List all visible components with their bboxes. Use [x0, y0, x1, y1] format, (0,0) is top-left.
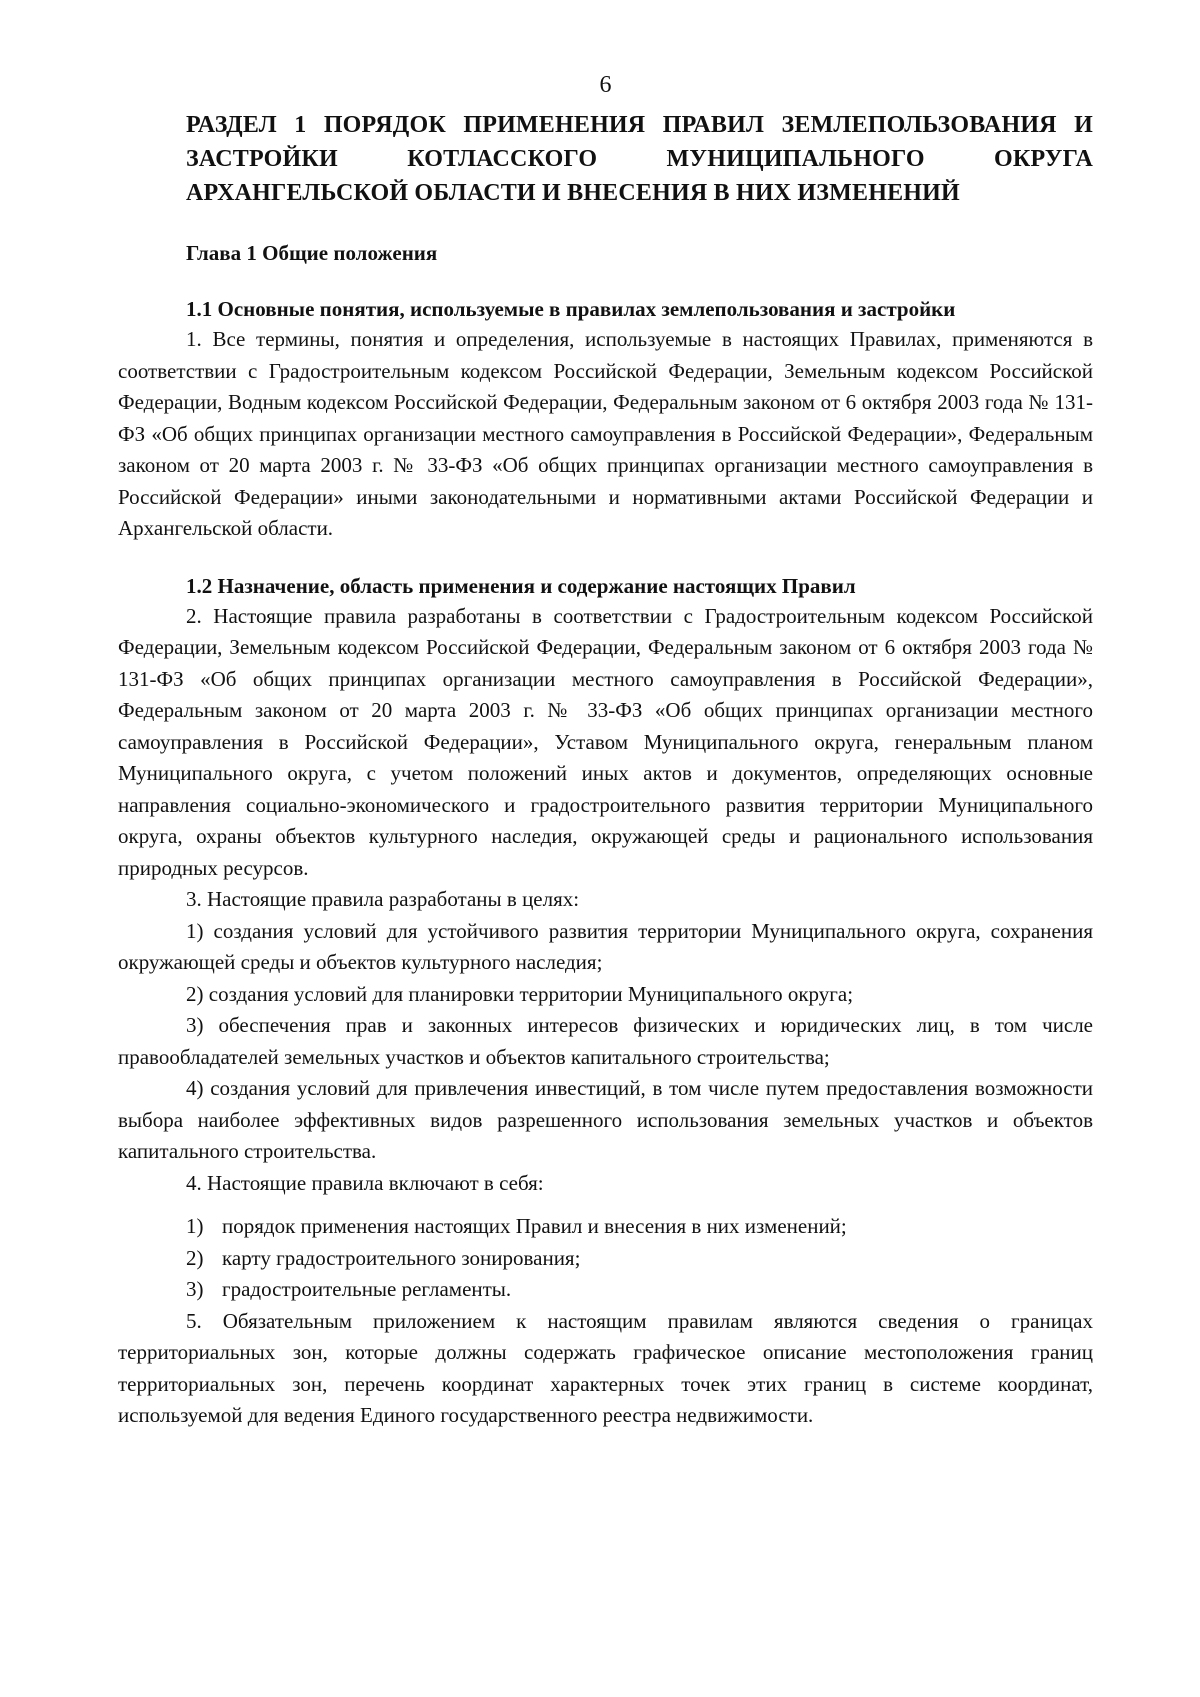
list-item-number: 2)	[186, 1245, 204, 1270]
subsection-1-2-title: 1.2 Назначение, область применения и содержание настоящих Правил	[186, 573, 856, 598]
goal-item-3: 3) обеспечения прав и законных интересов физических и юридических лиц, в том числе правообладателей земельных участков и объектов капитального строительства;	[118, 1013, 1093, 1069]
paragraph-2: 2. Настоящие правила разработаны в соответствии с Градостроительным кодексом Российской Федерации, Земельным кодексом Российской Федерации, Федеральным законом от 6 октября 2003 года № 131-ФЗ «Об общих принципах организации местного самоуправления в Российской Федерации», Федеральным законом от 20 марта 2003 г. № 33-ФЗ «Об общих принципах организации местного самоуправления в Российской Федерации», Уставом Муниципального округа, генеральным планом Муниципального округа, с учетом положений иных актов и документов, определяющих основные направления социально-экономического и градостроительного развития территории Муниципального округа, охраны объектов культурного наследия, окружающей среды и рационального использования природных ресурсов.	[118, 603, 1093, 880]
chapter-title: Глава 1 Общие положения	[186, 241, 438, 265]
subsection-1-1-title: 1.1 Основные понятия, используемые в правилах землепользования и застройки	[186, 297, 956, 321]
document-page	[118, 70, 1093, 1432]
list-item	[118, 1243, 1093, 1275]
list-item-text: карту градостроительного зонирования;	[222, 1245, 581, 1270]
goal-item-2: 2) создания условий для планировки территории Муниципального округа;	[186, 981, 854, 1006]
goal-item-1: 1) создания условий для устойчивого развития территории Муниципального округа, сохранения окружающей среды и объектов культурного наследия;	[118, 918, 1093, 974]
list-item-text: порядок применения настоящих Правил и внесения в них изменений;	[222, 1214, 847, 1238]
list-item	[118, 1211, 1093, 1243]
list-item	[118, 1274, 1093, 1306]
list-item-number: 1)	[186, 1214, 204, 1238]
paragraph-5: 5. Обязательным приложением к настоящим правилам являются сведения о границах территориальных зон, которые должны содержать графическое описание местоположения границ территориальных зон, перечень координат характерных точек этих границ в системе координат, используемой для ведения Единого государственного реестра недвижимости.	[118, 1308, 1093, 1427]
paragraph-4: 4. Настоящие правила включают в себя:	[186, 1170, 544, 1195]
paragraph-3: 3. Настоящие правила разработаны в целях:	[186, 887, 580, 911]
section-title: РАЗДЕЛ 1 ПОРЯДОК ПРИМЕНЕНИЯ ПРАВИЛ ЗЕМЛЕПОЛЬЗОВАНИЯ И ЗАСТРОЙКИ КОТЛАССКОГО МУНИЦИПАЛЬНОГО ОКРУГА АРХАНГЕЛЬСКОЙ ОБЛАСТИ И ВНЕСЕНИЯ В НИХ ИЗМЕНЕНИЙ	[186, 112, 1093, 206]
list-item-number: 3)	[186, 1277, 204, 1301]
page-number: 6	[599, 72, 612, 98]
goal-item-4: 4) создания условий для привлечения инвестиций, в том числе путем предоставления возможности выбора наиболее эффективных видов разрешенного использования земельных участков и объектов капитального строительства.	[118, 1076, 1093, 1163]
includes-list	[118, 1211, 1093, 1306]
paragraph-1: 1. Все термины, понятия и определения, используемые в настоящих Правилах, применяются в соответствии с Градостроительным кодексом Российской Федерации, Земельным кодексом Российской Федерации, Водным кодексом Российской Федерации, Федеральным законом от 6 октября 2003 года № 131-ФЗ «Об общих принципах организации местного самоуправления в Российской Федерации», Федеральным законом от 20 марта 2003 г. № 33-ФЗ «Об общих принципах организации местного самоуправления в Российской Федерации» иными законодательными и нормативными актами Российской Федерации и Архангельской области.	[118, 327, 1093, 540]
list-item-text: градостроительные регламенты.	[222, 1277, 512, 1301]
